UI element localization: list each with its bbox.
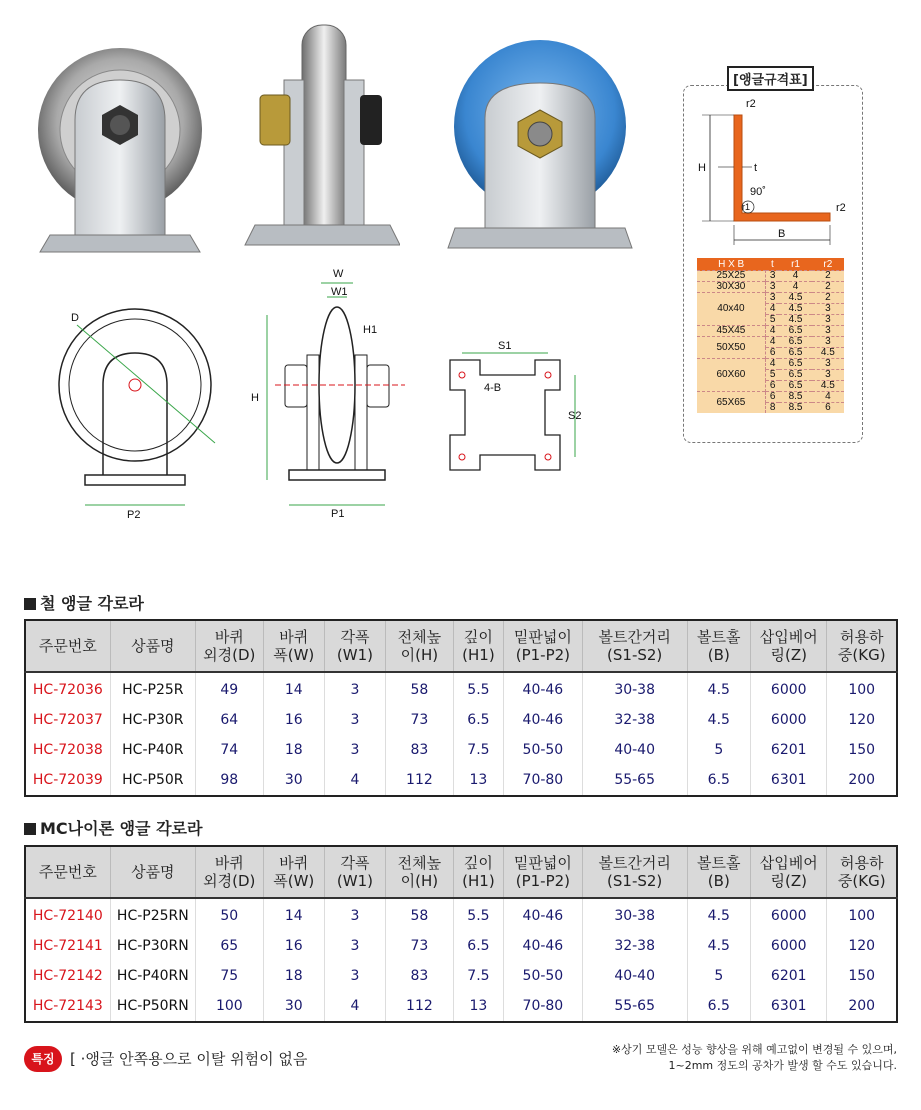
angle-size-cell: 60X60 [697,359,765,392]
spec-cell: 200 [848,998,876,1014]
product-name-cell: HC-P50R [110,765,195,796]
note-line-1: ※상기 모델은 성능 향상을 위해 예고없이 변경될 수 있으며, [611,1043,897,1056]
angle-value-cell: 6.5 [779,359,811,370]
spec-cell: 6201 [750,735,826,765]
order-number-cell: HC-72143 [25,991,110,1022]
dim-w1: W1 [331,286,348,298]
angle-value-cell: 5 [765,370,779,381]
spec-cell: 100 [848,682,876,698]
spec-cell: 150 [848,742,876,758]
spec-cell: 120 [848,938,876,954]
spec-cell: 3 [324,672,385,705]
label-r2-bottom: r2 [836,202,846,214]
angle-size-cell: 45X45 [697,326,765,337]
angle-value-cell: 4 [765,304,779,315]
angle-value-cell: 4 [779,271,811,282]
angle-size-cell: 25X25 [697,271,765,282]
angle-header-hb: H X B [697,258,765,271]
angle-header-t: t [765,258,779,271]
spec-cell: 40-40 [582,735,687,765]
angle-value-cell: 2 [812,271,844,282]
angle-value-cell: 6.5 [779,370,811,381]
column-header: 상품명 [110,620,195,672]
angle-value-cell: 4 [765,326,779,337]
spec-cell: 6201 [750,961,826,991]
angle-value-cell: 4.5 [779,315,811,326]
angle-value-cell: 3 [812,304,844,315]
angle-value-cell: 5 [765,315,779,326]
spec-cell: 40-46 [504,672,583,705]
spec-cell: 3 [324,961,385,991]
column-header: 깊이 (H1) [453,846,503,898]
angle-value-cell: 6.5 [779,348,811,359]
spec-cell: 58 [386,672,454,705]
angle-spec-table [697,258,844,413]
product-name-cell: HC-P50RN [110,991,195,1022]
steel-caster-front-photo [30,40,210,260]
order-number-cell: HC-72038 [25,735,110,765]
column-header: 허용하 중(KG) [827,846,897,898]
angle-value-cell: 4.5 [812,348,844,359]
spec-cell: 5 [687,961,750,991]
spec-cell: 6.5 [453,931,503,961]
angle-size-cell: 65X65 [697,392,765,414]
spec-cell: 18 [263,961,324,991]
order-number-cell: HC-72039 [25,765,110,796]
label-r2-top: r2 [746,98,756,110]
column-header: 바퀴 폭(W) [263,620,324,672]
label-b: B [778,228,786,240]
dim-h1: H1 [363,324,378,336]
nylon-caster-photo [440,38,640,260]
spec-cell: 5 [687,735,750,765]
table-row [25,991,897,1022]
dim-p1: P1 [331,508,345,520]
product-name-cell: HC-P30RN [110,931,195,961]
column-header: 주문번호 [25,620,110,672]
spec-cell: 112 [386,991,454,1022]
table-row [25,735,897,765]
spec-cell: 4.5 [687,705,750,735]
spec-cell: 14 [263,672,324,705]
column-header: 삽입베어 링(Z) [750,846,826,898]
order-number-cell: HC-72141 [25,931,110,961]
spec-cell: 112 [386,765,454,796]
spec-cell: 4.5 [687,672,750,705]
angle-value-cell: 4 [765,359,779,370]
label-t: t [754,162,758,174]
note-line-2: 1~2mm 정도의 공차가 발생 할 수도 있습니다. [668,1059,897,1072]
column-header: 바퀴 폭(W) [263,846,324,898]
dim-h: H [251,392,259,404]
spec-cell: 14 [263,898,324,931]
column-header: 삽입베어 링(Z) [750,620,826,672]
table-row [25,672,897,705]
side-view-drawing [245,265,410,520]
order-number-cell: HC-72036 [25,672,110,705]
spec-cell: 5.5 [453,898,503,931]
spec-cell: 50-50 [504,735,583,765]
angle-profile-diagram [690,95,855,255]
spec-cell: 40-40 [582,961,687,991]
spec-cell: 5.5 [453,672,503,705]
nylon-caster-table [24,845,898,1023]
spec-cell: 100 [848,908,876,924]
angle-row [697,326,844,337]
product-name-cell: HC-P25RN [110,898,195,931]
section-title-steel: 철 앵글 각로라 [24,591,144,614]
steel-caster-table [24,619,898,797]
angle-value-cell: 4.5 [812,381,844,392]
spec-cell: 58 [386,898,454,931]
column-header: 상품명 [110,846,195,898]
spec-cell: 6000 [750,705,826,735]
column-header: 전체높 이(H) [386,620,454,672]
column-header: 볼트간거리 (S1-S2) [582,620,687,672]
spec-cell: 32-38 [582,705,687,735]
spec-cell: 120 [848,712,876,728]
table-row [25,705,897,735]
spec-cell: 50 [195,898,263,931]
column-header: 각폭 (W1) [324,846,385,898]
spec-cell: 70-80 [504,991,583,1022]
spec-cell: 6301 [750,765,826,796]
angle-row [697,337,844,348]
spec-cell: 55-65 [582,991,687,1022]
steel-caster-side-photo [240,20,400,260]
table-row [25,961,897,991]
spec-cell: 40-46 [504,705,583,735]
base-plate-drawing [440,335,590,475]
column-header: 밑판넓이 (P1-P2) [504,620,583,672]
label-90deg: 90˚ [750,186,766,198]
column-header: 깊이 (H1) [453,620,503,672]
spec-cell: 70-80 [504,765,583,796]
spec-cell: 3 [324,735,385,765]
feature-text: [ ·앵글 안쪽용으로 이탈 위험이 없음 [70,1050,308,1068]
spec-cell: 50-50 [504,961,583,991]
column-header: 전체높 이(H) [386,846,454,898]
table-row [25,898,897,931]
spec-cell: 30-38 [582,672,687,705]
front-view-drawing [55,305,230,520]
spec-cell: 65 [195,931,263,961]
product-name-cell: HC-P40RN [110,961,195,991]
dim-p2: P2 [127,509,141,520]
column-header: 바퀴 외경(D) [195,620,263,672]
angle-value-cell: 3 [765,282,779,293]
spec-cell: 40-46 [504,898,583,931]
angle-value-cell: 4.5 [779,293,811,304]
column-header: 볼트간거리 (S1-S2) [582,846,687,898]
order-number-cell: HC-72142 [25,961,110,991]
column-header: 볼트홀 (B) [687,846,750,898]
angle-value-cell: 2 [812,282,844,293]
column-header: 주문번호 [25,846,110,898]
angle-value-cell: 2 [812,293,844,304]
spec-cell: 30-38 [582,898,687,931]
angle-value-cell: 8.5 [779,392,811,403]
angle-value-cell: 3 [765,271,779,282]
product-name-cell: HC-P30R [110,705,195,735]
label-r1: r1 [742,202,751,212]
angle-value-cell: 4 [812,392,844,403]
angle-header-r1: r1 [779,258,811,271]
spec-cell: 6000 [750,898,826,931]
spec-cell: 13 [453,765,503,796]
section-square-icon [24,598,36,610]
spec-cell: 13 [453,991,503,1022]
table-row [25,931,897,961]
angle-row [697,271,844,282]
product-name-cell: HC-P40R [110,735,195,765]
angle-row [697,293,844,304]
spec-cell: 16 [263,931,324,961]
spec-cell: 3 [324,898,385,931]
spec-cell: 55-65 [582,765,687,796]
dim-s1: S1 [498,340,512,352]
column-header: 밑판넓이 (P1-P2) [504,846,583,898]
spec-cell: 4.5 [687,898,750,931]
column-header: 각폭 (W1) [324,620,385,672]
angle-value-cell: 3 [812,370,844,381]
dim-s2: S2 [568,410,582,422]
spec-cell: 3 [324,705,385,735]
spec-cell: 4.5 [687,931,750,961]
spec-cell: 150 [848,968,876,984]
spec-cell: 7.5 [453,961,503,991]
spec-cell: 83 [386,735,454,765]
order-number-cell: HC-72037 [25,705,110,735]
spec-cell: 6.5 [687,765,750,796]
spec-cell: 98 [195,765,263,796]
spec-cell: 6.5 [453,705,503,735]
spec-cell: 6000 [750,672,826,705]
spec-cell: 30 [263,991,324,1022]
column-header: 바퀴 외경(D) [195,846,263,898]
angle-value-cell: 3 [812,315,844,326]
spec-cell: 64 [195,705,263,735]
angle-value-cell: 6.5 [779,337,811,348]
angle-size-cell: 40x40 [697,293,765,326]
disclaimer-note [612,1042,897,1074]
angle-spec-title: [앵글규격표] [727,66,814,91]
spec-cell: 32-38 [582,931,687,961]
angle-size-cell: 30X30 [697,282,765,293]
dim-w: W [333,268,344,280]
spec-cell: 49 [195,672,263,705]
dim-hole: 4-B [484,382,502,394]
section-square-icon [24,823,36,835]
angle-row [697,359,844,370]
angle-value-cell: 4.5 [779,304,811,315]
angle-value-cell: 6.5 [779,381,811,392]
angle-row [697,282,844,293]
spec-cell: 4 [324,991,385,1022]
angle-value-cell: 4 [765,337,779,348]
spec-cell: 3 [324,931,385,961]
angle-value-cell: 3 [812,337,844,348]
spec-cell: 16 [263,705,324,735]
angle-value-cell: 6 [765,348,779,359]
spec-cell: 100 [195,991,263,1022]
angle-value-cell: 3 [765,293,779,304]
spec-cell: 73 [386,705,454,735]
spec-cell: 4 [324,765,385,796]
angle-header-r2: r2 [812,258,844,271]
spec-cell: 200 [848,772,876,788]
angle-size-cell: 50X50 [697,337,765,359]
section-title-nylon: MC나이론 앵글 각로라 [24,816,202,839]
spec-cell: 83 [386,961,454,991]
dim-d: D [71,312,79,324]
spec-cell: 18 [263,735,324,765]
spec-cell: 6000 [750,931,826,961]
spec-cell: 40-46 [504,931,583,961]
order-number-cell: HC-72140 [25,898,110,931]
angle-value-cell: 8.5 [779,403,811,414]
angle-row [697,392,844,403]
column-header: 볼트홀 (B) [687,620,750,672]
table-row [25,765,897,796]
spec-cell: 30 [263,765,324,796]
product-name-cell: HC-P25R [110,672,195,705]
spec-cell: 73 [386,931,454,961]
angle-value-cell: 6 [765,392,779,403]
column-header: 허용하 중(KG) [827,620,897,672]
angle-value-cell: 6.5 [779,326,811,337]
spec-cell: 75 [195,961,263,991]
spec-cell: 6.5 [687,991,750,1022]
feature-badge: 특징 [24,1046,62,1072]
spec-cell: 6301 [750,991,826,1022]
angle-value-cell: 4 [779,282,811,293]
angle-value-cell: 3 [812,359,844,370]
spec-cell: 7.5 [453,735,503,765]
angle-value-cell: 3 [812,326,844,337]
angle-value-cell: 6 [812,403,844,414]
angle-value-cell: 8 [765,403,779,414]
spec-cell: 74 [195,735,263,765]
angle-value-cell: 6 [765,381,779,392]
label-h: H [698,162,706,174]
